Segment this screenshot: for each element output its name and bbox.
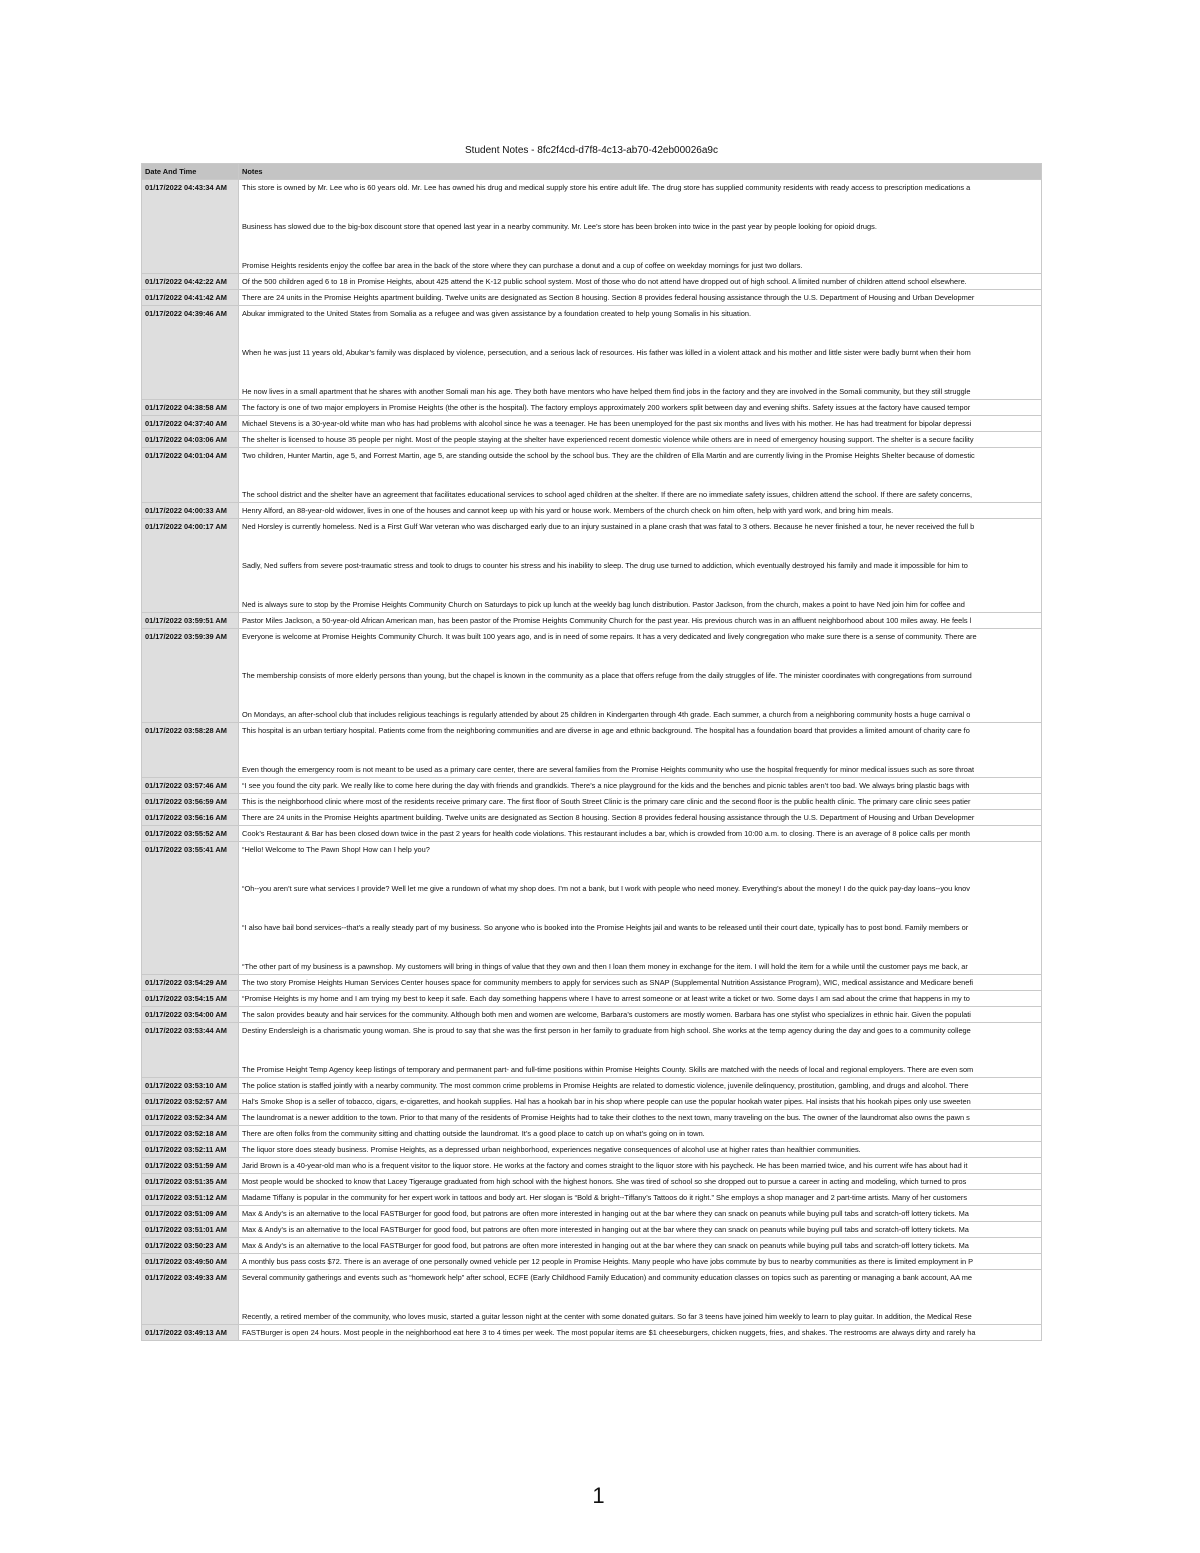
row-notes [239, 826, 1042, 842]
document-title: Student Notes - 8fc2f4cd-d7f8-4c13-ab70-42eb00026a9c [465, 145, 718, 156]
row-date-time: 01/17/2022 03:52:11 AM [142, 1142, 239, 1158]
note-paragraph: Abukar immigrated to the United States from Somalia as a refugee and was given assistance by a foundation created to help young Somalis in his situation. [242, 309, 752, 318]
table-row [142, 274, 1042, 290]
table-row [142, 1174, 1042, 1190]
note-paragraph: Of the 500 children aged 6 to 18 in Promise Heights, about 425 attend the K-12 public school system. Most of those who do not attend have dropped out of high school. A limited number of children attend school elsewhere. [242, 277, 967, 286]
note-paragraph: When he was just 11 years old, Abukar’s family was displaced by violence, persecution, and a serious lack of resources. His father was killed in a violent attack and his mother and little sister were badly burnt when their hom [242, 348, 971, 357]
row-notes [239, 400, 1042, 416]
row-notes [239, 503, 1042, 519]
row-date-time: 01/17/2022 03:59:39 AM [142, 629, 239, 723]
note-paragraph: The school district and the shelter have an agreement that facilitates educational services to school aged children at the shelter. If there are no immediate safety issues, children attend the school. If there are safety concerns, [242, 490, 973, 499]
row-notes [239, 432, 1042, 448]
note-paragraph: “I see you found the city park. We really like to come here during the day with friends and grandkids. There’s a nice playground for the kids and the benches and picnic tables aren’t too bad. We always bring plastic bags with [242, 781, 970, 790]
row-notes [239, 519, 1042, 613]
row-date-time: 01/17/2022 03:55:52 AM [142, 826, 239, 842]
note-paragraph: “Oh--you aren’t sure what services I provide? Well let me give a rundown of what my shop does. I’m not a bank, but I work with people who need money. Everything’s about the money! I do the quick pay-day loans--you knov [242, 884, 970, 893]
row-date-time: 01/17/2022 03:49:13 AM [142, 1325, 239, 1341]
note-paragraph: Cook’s Restaurant & Bar has been closed down twice in the past 2 years for health code violations. This restaurant includes a bar, which is crowded from 10:00 a.m. to closing. There is an average of 8 police calls per month [242, 829, 970, 838]
table-row [142, 1023, 1042, 1078]
row-date-time: 01/17/2022 03:56:16 AM [142, 810, 239, 826]
note-paragraph: The two story Promise Heights Human Services Center houses space for community members to apply for services such as SNAP (Supplemental Nutrition Assistance Program), WIC, medical assistance and Medicare benefi [242, 978, 974, 987]
row-notes [239, 448, 1042, 503]
note-paragraph: Max & Andy’s is an alternative to the local FASTBurger for good food, but patrons are often more interested in hanging out at the bar where they can snack on peanuts while buying pull tabs and scratch-off lottery tickets. Ma [242, 1241, 969, 1250]
row-notes [239, 1222, 1042, 1238]
note-paragraph: FASTBurger is open 24 hours. Most people in the neighborhood eat here 3 to 4 times per week. The most popular items are $1 cheeseburgers, chicken nuggets, fries, and shakes. The restrooms are always dirty and rarely ha [242, 1328, 976, 1337]
row-date-time: 01/17/2022 03:50:23 AM [142, 1238, 239, 1254]
table-row [142, 723, 1042, 778]
row-date-time: 01/17/2022 03:51:01 AM [142, 1222, 239, 1238]
table-row [142, 1142, 1042, 1158]
row-notes [239, 613, 1042, 629]
note-paragraph: Destiny Endersleigh is a charismatic young woman. She is proud to say that she was the first person in her family to graduate from high school. She works at the temp agency during the day and goes to a community college [242, 1026, 971, 1035]
table-row [142, 306, 1042, 400]
row-date-time: 01/17/2022 03:57:46 AM [142, 778, 239, 794]
table-row [142, 613, 1042, 629]
table-row [142, 1078, 1042, 1094]
table-row [142, 1238, 1042, 1254]
table-row [142, 1094, 1042, 1110]
row-date-time: 01/17/2022 03:51:35 AM [142, 1174, 239, 1190]
row-notes [239, 1110, 1042, 1126]
note-paragraph: He now lives in a small apartment that he shares with another Somali man his age. They both have mentors who have helped them find jobs in the factory and they are involved in the Somali community, but they still struggle [242, 387, 971, 396]
row-notes [239, 180, 1042, 274]
row-notes [239, 1190, 1042, 1206]
row-notes [239, 1142, 1042, 1158]
note-paragraph: Two children, Hunter Martin, age 5, and Forrest Martin, age 5, are standing outside the school by the school bus. They are the children of Ella Martin and are currently living in the Promise Heights Shelter because of domestic [242, 451, 975, 460]
note-paragraph: Madame Tiffany is popular in the community for her expert work in tattoos and body art. Her slogan is “Bold & bright--Tiffany’s Tattoos do it right.” She employs a shop manager and 2 part-time artists. Many of her customers [242, 1193, 968, 1202]
row-date-time: 01/17/2022 04:00:33 AM [142, 503, 239, 519]
note-paragraph: “Hello! Welcome to The Pawn Shop! How can I help you? [242, 845, 430, 854]
table-row [142, 1158, 1042, 1174]
row-date-time: 01/17/2022 03:52:57 AM [142, 1094, 239, 1110]
notes-table [141, 163, 1042, 1341]
table-row [142, 810, 1042, 826]
note-paragraph: Recently, a retired member of the community, who loves music, started a guitar lesson night at the center with some donated guitars. So far 3 teens have joined him weekly to learn to play guitar. In addition, the Medical Rese [242, 1312, 972, 1321]
table-row [142, 416, 1042, 432]
row-date-time: 01/17/2022 03:52:34 AM [142, 1110, 239, 1126]
row-notes [239, 629, 1042, 723]
row-notes [239, 290, 1042, 306]
note-paragraph: Most people would be shocked to know that Lacey Tigerauge graduated from high school with the highest honors. She was tired of school so she dropped out to pursue a career in acting and modeling, which turned to pros [242, 1177, 967, 1186]
note-paragraph: There are 24 units in the Promise Heights apartment building. Twelve units are designated as Section 8 housing. Section 8 provides federal housing assistance through the U.S. Department of Housing and Urban Developmer [242, 813, 975, 822]
table-row [142, 400, 1042, 416]
row-notes [239, 1023, 1042, 1078]
note-paragraph: Sadly, Ned suffers from severe post-traumatic stress and took to drugs to counter his stress and his inability to sleep. The drug use turned to addiction, which eventually destroyed his family and made it impossible for him to [242, 561, 968, 570]
row-date-time: 01/17/2022 03:56:59 AM [142, 794, 239, 810]
note-paragraph: The membership consists of more elderly persons than young, but the chapel is known in the community as a place that offers refuge from the daily struggles of life. The minister coordinates with congregations from surround [242, 671, 972, 680]
note-paragraph: On Mondays, an after-school club that includes religious teachings is regularly attended by about 25 children in Kindergarten through 4th grade. Each summer, a church from a neighboring community hosts a huge carnival o [242, 710, 971, 719]
note-paragraph: Ned is always sure to stop by the Promise Heights Community Church on Saturdays to pick up lunch at the weekly bag lunch distribution. Pastor Jackson, from the church, makes a point to have Ned join him for coffee and [242, 600, 965, 609]
note-paragraph: Even though the emergency room is not meant to be used as a primary care center, there are several families from the Promise Heights community who use the hospital frequently for minor medical issues such as sore throat [242, 765, 975, 774]
row-notes [239, 1007, 1042, 1023]
note-paragraph: Hal’s Smoke Shop is a seller of tobacco, cigars, e-cigarettes, and hookah supplies. Hal has a hookah bar in his shop where people can use the popular hookah water pipes. Hal insists that his hookah pipes only use sweeten [242, 1097, 971, 1106]
table-row [142, 448, 1042, 503]
table-row [142, 1206, 1042, 1222]
row-date-time: 01/17/2022 04:43:34 AM [142, 180, 239, 274]
page-number: 1 [592, 1483, 605, 1508]
note-paragraph: There are often folks from the community sitting and chatting outside the laundromat. It’s a good place to catch up on what’s going on in town. [242, 1129, 705, 1138]
note-paragraph: This store is owned by Mr. Lee who is 60 years old. Mr. Lee has owned his drug and medical supply store his entire adult life. The drug store has supplied community residents with ready access to prescription medications a [242, 183, 971, 192]
row-notes [239, 1174, 1042, 1190]
row-date-time: 01/17/2022 04:01:04 AM [142, 448, 239, 503]
row-date-time: 01/17/2022 03:58:28 AM [142, 723, 239, 778]
row-date-time: 01/17/2022 03:49:33 AM [142, 1270, 239, 1325]
note-paragraph: The police station is staffed jointly with a nearby community. The most common crime problems in Promise Heights are related to domestic violence, juvenile delinquency, prostitution, gambling, and drugs and alcohol. There [242, 1081, 969, 1090]
note-paragraph: Promise Heights residents enjoy the coffee bar area in the back of the store where they can purchase a donut and a cup of coffee on weekday mornings for just two dollars. [242, 261, 803, 270]
row-date-time: 01/17/2022 03:53:44 AM [142, 1023, 239, 1078]
row-notes [239, 1254, 1042, 1270]
table-row [142, 180, 1042, 274]
table-row [142, 290, 1042, 306]
note-paragraph: The liquor store does steady business. Promise Heights, as a depressed urban neighborhood, experiences negative consequences of alcohol use at higher rates than healthier communities. [242, 1145, 861, 1154]
row-notes [239, 842, 1042, 975]
note-paragraph: Michael Stevens is a 30-year-old white man who has had problems with alcohol since he was a teenager. He has been unemployed for the past six months and lives with his mother. He has had treatment for bipolar depressi [242, 419, 972, 428]
note-paragraph: The laundromat is a newer addition to the town. Prior to that many of the residents of Promise Heights had to take their clothes to the next town, many traveling on the bus. The owner of the laundromat also owns the pawn s [242, 1113, 970, 1122]
note-paragraph: This is the neighborhood clinic where most of the residents receive primary care. The first floor of South Street Clinic is the primary care clinic and the second floor is the public health clinic. The primary care clinic sees patier [242, 797, 971, 806]
note-paragraph: The shelter is licensed to house 35 people per night. Most of the people staying at the shelter have experienced recent domestic violence while others are in need of emergency housing support. The shelter is a secure facility [242, 435, 974, 444]
table-row [142, 503, 1042, 519]
note-paragraph: The Promise Height Temp Agency keep listings of temporary and permanent part- and full-time positions within Promise Heights County. Skills are matched with the needs of local and regional employers. There are even som [242, 1065, 974, 1074]
table-row [142, 1222, 1042, 1238]
table-row [142, 519, 1042, 613]
row-date-time: 01/17/2022 03:51:09 AM [142, 1206, 239, 1222]
row-notes [239, 306, 1042, 400]
row-date-time: 01/17/2022 04:39:46 AM [142, 306, 239, 400]
table-row [142, 1270, 1042, 1325]
row-date-time: 01/17/2022 03:51:59 AM [142, 1158, 239, 1174]
row-date-time: 01/17/2022 04:42:22 AM [142, 274, 239, 290]
table-row [142, 1190, 1042, 1206]
note-paragraph: Pastor Miles Jackson, a 50-year-old African American man, has been pastor of the Promise Heights Community Church for the past year. His previous church was in an affluent neighborhood about 100 miles away. He feels l [242, 616, 972, 625]
table-row [142, 1325, 1042, 1341]
table-row [142, 975, 1042, 991]
table-row [142, 842, 1042, 975]
row-notes [239, 1158, 1042, 1174]
table-row [142, 1126, 1042, 1142]
table-row [142, 794, 1042, 810]
note-paragraph: “The other part of my business is a pawnshop. My customers will bring in things of value that they own and then I loan them money in exchange for the item. I will hold the item for a while until the customer pays me back, ar [242, 962, 968, 971]
row-date-time: 01/17/2022 03:55:41 AM [142, 842, 239, 975]
note-paragraph: “Promise Heights is my home and I am trying my best to keep it safe. Each day something happens where I have to arrest someone or at least write a ticket or two. Some days I am sad about the crime that happens in my to [242, 994, 970, 1003]
row-notes [239, 723, 1042, 778]
row-date-time: 01/17/2022 03:59:51 AM [142, 613, 239, 629]
row-date-time: 01/17/2022 04:38:58 AM [142, 400, 239, 416]
row-notes [239, 975, 1042, 991]
row-date-time: 01/17/2022 03:51:12 AM [142, 1190, 239, 1206]
note-paragraph: Several community gatherings and events such as “homework help” after school, ECFE (Early Childhood Family Education) and community education classes on topics such as parenting or managing a bank account, AA me [242, 1273, 972, 1282]
column-header-date: Date And Time [142, 164, 239, 180]
note-paragraph: Ned Horsley is currently homeless. Ned is a First Gulf War veteran who was discharged early due to an injury sustained in a plane crash that was fatal to 3 others. Because he never finished a tour, he never received the full b [242, 522, 975, 531]
note-paragraph: Max & Andy’s is an alternative to the local FASTBurger for good food, but patrons are often more interested in hanging out at the bar where they can snack on peanuts while buying pull tabs and scratch-off lottery tickets. Ma [242, 1209, 969, 1218]
table-row [142, 826, 1042, 842]
row-notes [239, 1325, 1042, 1341]
row-notes [239, 810, 1042, 826]
table-row [142, 432, 1042, 448]
row-notes [239, 1094, 1042, 1110]
row-date-time: 01/17/2022 04:00:17 AM [142, 519, 239, 613]
note-paragraph: A monthly bus pass costs $72. There is an average of one personally owned vehicle per 12 people in Promise Heights. Many people who have jobs commute by bus to nearby communities as there is limited employment in P [242, 1257, 974, 1266]
row-date-time: 01/17/2022 04:41:42 AM [142, 290, 239, 306]
row-notes [239, 416, 1042, 432]
table-row [142, 1007, 1042, 1023]
note-paragraph: There are 24 units in the Promise Heights apartment building. Twelve units are designated as Section 8 housing. Section 8 provides federal housing assistance through the U.S. Department of Housing and Urban Developmer [242, 293, 975, 302]
row-notes [239, 1270, 1042, 1325]
note-paragraph: “I also have bail bond services--that’s a really steady part of my business. So anyone who is booked into the Promise Heights jail and wants to be released until their court date, typically has to post bond. Family members or [242, 923, 969, 932]
table-row [142, 778, 1042, 794]
row-date-time: 01/17/2022 03:49:50 AM [142, 1254, 239, 1270]
table-header-row [142, 164, 1042, 180]
row-date-time: 01/17/2022 03:53:10 AM [142, 1078, 239, 1094]
column-header-notes: Notes [239, 164, 1042, 180]
row-date-time: 01/17/2022 03:54:00 AM [142, 1007, 239, 1023]
note-paragraph: Max & Andy’s is an alternative to the local FASTBurger for good food, but patrons are often more interested in hanging out at the bar where they can snack on peanuts while buying pull tabs and scratch-off lottery tickets. Ma [242, 1225, 969, 1234]
row-date-time: 01/17/2022 03:54:15 AM [142, 991, 239, 1007]
table-row [142, 1110, 1042, 1126]
note-paragraph: The salon provides beauty and hair services for the community. Although both men and women are welcome, Barbara’s customers are mostly women. Barbara has one stylist who specializes in ethnic hair. Given the populati [242, 1010, 971, 1019]
note-paragraph: Everyone is welcome at Promise Heights Community Church. It was built 100 years ago, and is in need of some repairs. It has a very dedicated and lively congregation who make sure there is a sense of community. There are [242, 632, 977, 641]
note-paragraph: Henry Alford, an 88-year-old widower, lives in one of the houses and cannot keep up with his yard or house work. Members of the church check on him often, help with yard work, and bring him meals. [242, 506, 894, 515]
row-notes [239, 1078, 1042, 1094]
row-notes [239, 1238, 1042, 1254]
row-notes [239, 1126, 1042, 1142]
table-row [142, 991, 1042, 1007]
table-body [142, 180, 1042, 1341]
row-notes [239, 794, 1042, 810]
note-paragraph: This hospital is an urban tertiary hospital. Patients come from the neighboring communities and are diverse in age and ethnic background. The hospital has a foundation board that provides a limited amount of charity care fo [242, 726, 970, 735]
row-date-time: 01/17/2022 04:37:40 AM [142, 416, 239, 432]
row-date-time: 01/17/2022 04:03:06 AM [142, 432, 239, 448]
row-notes [239, 1206, 1042, 1222]
row-date-time: 01/17/2022 03:52:18 AM [142, 1126, 239, 1142]
note-paragraph: Business has slowed due to the big-box discount store that opened last year in a nearby community. Mr. Lee’s store has been broken into twice in the past year by people looking for opioid drugs. [242, 222, 877, 231]
row-notes [239, 274, 1042, 290]
row-notes [239, 991, 1042, 1007]
row-date-time: 01/17/2022 03:54:29 AM [142, 975, 239, 991]
row-notes [239, 778, 1042, 794]
table-row [142, 1254, 1042, 1270]
note-paragraph: The factory is one of two major employers in Promise Heights (the other is the hospital). The factory employs approximately 200 workers split between day and evening shifts. Safety issues at the factory have caused tempor [242, 403, 971, 412]
table-row [142, 629, 1042, 723]
note-paragraph: Jarid Brown is a 40-year-old man who is a frequent visitor to the liquor store. He works at the factory and comes straight to the liquor store with his paycheck. He has been married twice, and his current wife has about had it [242, 1161, 968, 1170]
